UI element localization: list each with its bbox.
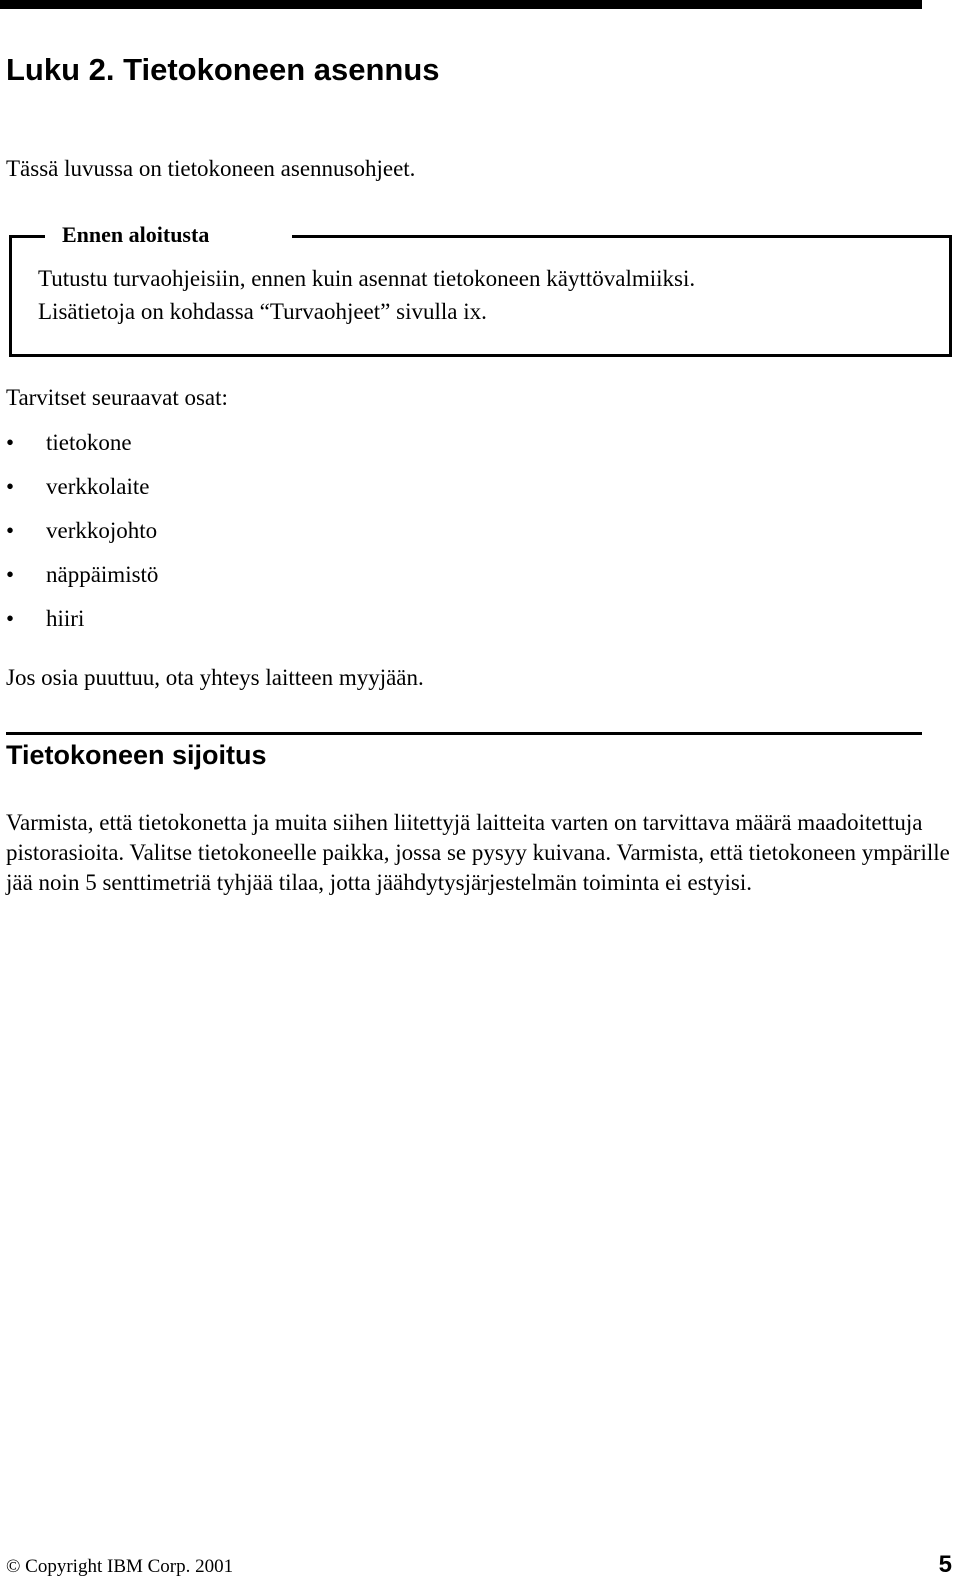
section-title: Tietokoneen sijoitus bbox=[6, 740, 267, 770]
list-item-label: näppäimistö bbox=[46, 562, 159, 587]
list-item-label: tietokone bbox=[46, 430, 132, 455]
top-rule bbox=[0, 0, 922, 9]
list-item-label: verkkojohto bbox=[46, 518, 158, 543]
bullet-icon: • bbox=[6, 474, 15, 499]
requirements-heading: Tarvitset seuraavat osat: bbox=[6, 385, 228, 410]
bullet-icon: • bbox=[6, 518, 15, 543]
notice-line-1: Tutustu turvaohjeisiin, ennen kuin asennat tietokoneen käyttövalmiiksi. bbox=[38, 266, 696, 291]
notice-top-line-left bbox=[9, 235, 45, 238]
section-rule bbox=[6, 732, 922, 735]
chapter-intro: Tässä luvussa on tietokoneen asennusohjeet. bbox=[6, 156, 416, 181]
notice-title: Ennen aloitusta bbox=[62, 222, 210, 247]
list-item-label: hiiri bbox=[46, 606, 85, 631]
list-item-label: verkkolaite bbox=[46, 474, 150, 499]
footer-copyright: © Copyright IBM Corp. 2001 bbox=[6, 1556, 234, 1577]
bullet-icon: • bbox=[6, 562, 15, 587]
notice-line-2: Lisätietoja on kohdassa “Turvaohjeet” sivulla ix. bbox=[38, 299, 487, 324]
notice-text bbox=[38, 262, 695, 328]
missing-parts-note: Jos osia puuttuu, ota yhteys laitteen myyjään. bbox=[6, 665, 424, 690]
notice-top-line-right bbox=[292, 235, 952, 238]
bullet-icon: • bbox=[6, 606, 15, 631]
bullet-icon: • bbox=[6, 430, 15, 455]
chapter-title: Luku 2. Tietokoneen asennus bbox=[6, 52, 440, 87]
page-number: 5 bbox=[938, 1551, 952, 1578]
section-body: Varmista, että tietokonetta ja muita siihen liitettyjä laitteita varten on tarvittava määrä maadoitettuja pistorasioita. Valitse tietokoneelle paikka, jossa se pysyy kuivana. Varmista, että tietokoneen ympärille jää noin 5 senttimetriä tyhjää tilaa, jotta jäähdytysjärjestelmän toiminta ei estyisi. bbox=[6, 810, 950, 895]
